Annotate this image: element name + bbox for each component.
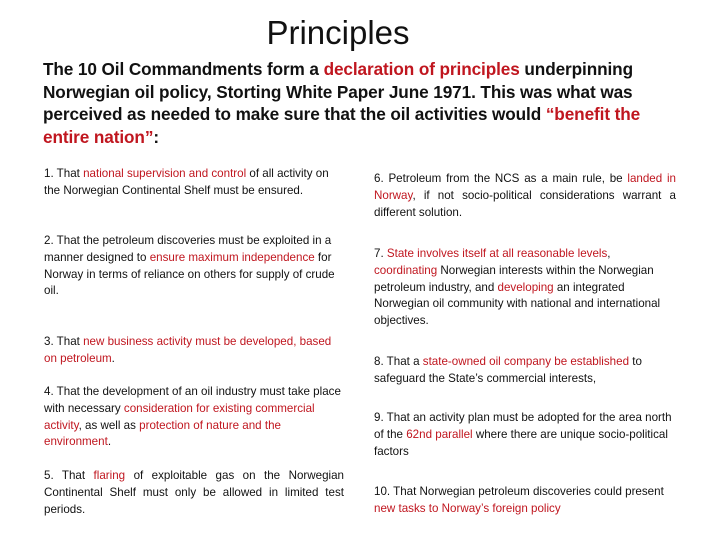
principle-7 <box>374 246 676 330</box>
text-segment: underpinning Norwegian oil policy, Storting White Paper June 1971. This was what was perceived as needed to make sure that the oil activities would <box>43 59 633 124</box>
text-segment: The 10 Oil Commandments form a <box>43 59 324 79</box>
text-segment: . <box>111 351 115 365</box>
highlighted-text: flaring <box>93 469 126 482</box>
text-segment: , <box>607 247 611 260</box>
highlighted-text: coordinating <box>374 263 438 277</box>
text-segment: , if not socio-political considerations warrant a different solution. <box>374 188 676 219</box>
text-segment: 7. <box>374 247 387 260</box>
text-segment: 6. Petroleum from the NCS as a main rule, be <box>374 172 628 185</box>
highlighted-text: protection of nature and the environment <box>44 418 281 449</box>
highlighted-text: state-owned oil company be established <box>422 355 630 368</box>
principle-8 <box>374 354 676 388</box>
intro-paragraph <box>43 58 683 148</box>
principle-10 <box>374 484 676 518</box>
highlighted-text: new business activity must be developed, based on petroleum <box>44 335 332 365</box>
text-segment: , as well as <box>78 418 140 432</box>
text-segment: of exploitable gas on the Norwegian Continental Shelf must only be allowed in limited test periods. <box>44 469 344 516</box>
text-segment: for Norway in terms of reliance on others for supply of crude oil. <box>44 250 335 298</box>
page-title: Principles <box>266 14 410 51</box>
text-segment: 8. That a <box>374 355 423 368</box>
text-segment: 2. That the petroleum discoveries must be exploited in a manner designed to <box>44 234 332 264</box>
text-segment: 5. That <box>44 469 94 482</box>
highlighted-text: landed in Norway <box>374 172 676 202</box>
principle-1 <box>44 166 344 200</box>
principle-6 <box>374 171 676 221</box>
highlighted-text: developing <box>497 280 554 294</box>
principle-4 <box>44 384 344 451</box>
highlighted-text: declaration of principles <box>323 59 520 79</box>
principle-3 <box>44 334 344 368</box>
text-segment: 1. That <box>44 167 84 180</box>
highlighted-text: ensure maximum independence <box>149 250 315 264</box>
highlighted-text: “benefit the entire nation” <box>43 104 641 147</box>
text-segment: of all activity on the Norwegian Continental Shelf must be ensured. <box>44 167 329 197</box>
text-segment: an integrated Norwegian oil community with national and international objectives. <box>374 280 661 328</box>
principle-2 <box>44 233 344 300</box>
text-segment: : <box>153 126 159 147</box>
text-segment: Norwegian interests within the Norwegian petroleum industry, and <box>374 263 654 294</box>
highlighted-text: State involves itself at all reasonable levels <box>386 247 608 260</box>
text-segment: 3. That <box>44 335 84 348</box>
text-segment: where there are unique socio-political factors <box>374 427 668 458</box>
text-segment: 9. That an activity plan must be adopted for the area north of the <box>374 411 672 441</box>
text-segment: to safeguard the State’s commercial interests, <box>374 355 642 385</box>
text-segment: . <box>107 435 112 449</box>
highlighted-text: 62nd parallel <box>406 427 473 441</box>
text-segment: 10. That Norwegian petroleum discoveries could present <box>374 485 664 498</box>
highlighted-text: consideration for existing commercial activity <box>44 401 315 432</box>
principle-5 <box>44 468 344 518</box>
highlighted-text: national supervision and control <box>83 167 247 180</box>
highlighted-text: new tasks to Norway’s foreign policy <box>374 501 561 515</box>
principle-9 <box>374 410 676 460</box>
text-segment: 4. That the development of an oil industry must take place with necessary <box>44 385 341 415</box>
